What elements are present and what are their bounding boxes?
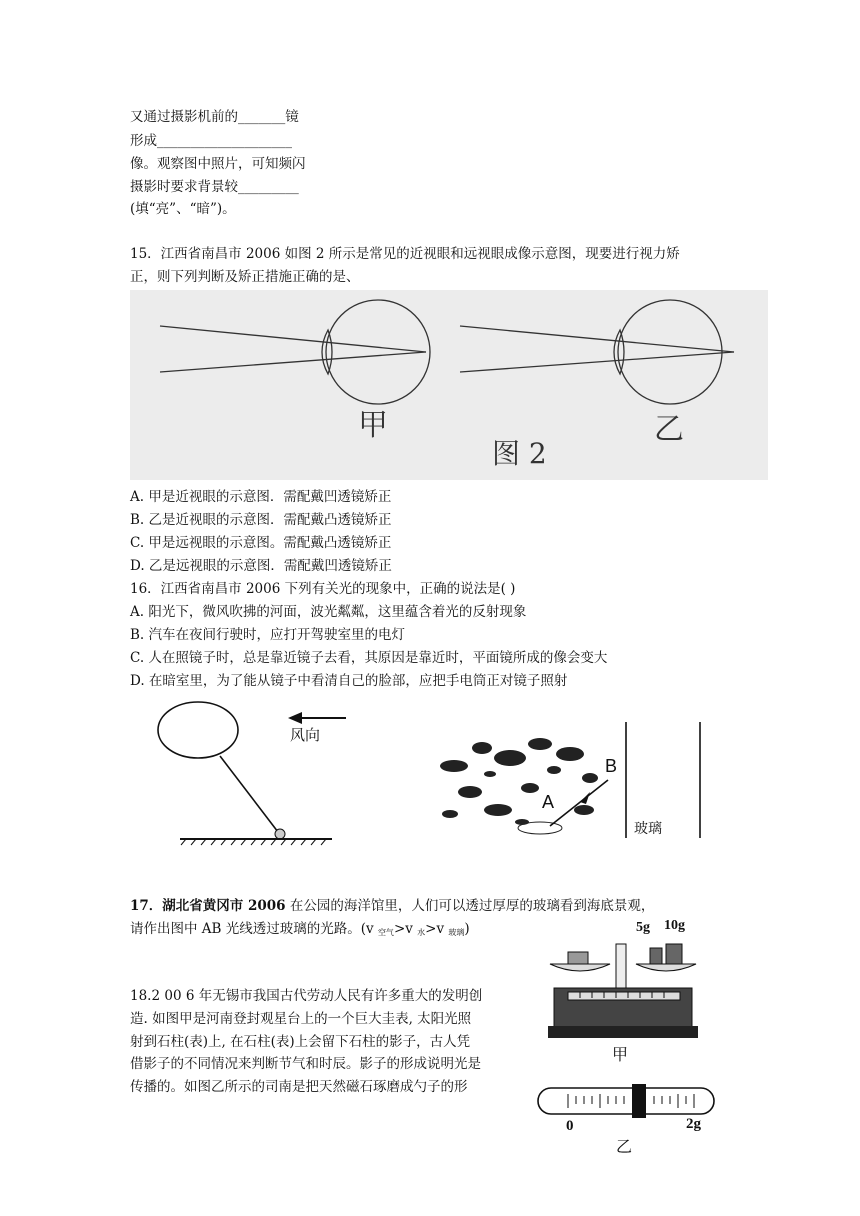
q17-stem-line-1 [130,895,654,917]
q14-line-4: 摄影时要求背景较_________ [130,179,299,195]
scale-zero-label: 0 [566,1118,574,1134]
weight-5g [650,948,662,964]
q16-option-a: A. 阳光下，微风吹拂的河面，波光粼粼，这里蕴含着光的反射现象 [130,604,527,620]
right-ray-top [460,326,734,352]
balloon-string [220,756,278,832]
q14-line-2: 形成____________________ [130,133,292,149]
left-eye-lens [322,330,332,374]
sea-scenery [440,738,598,825]
weight-10g [666,944,682,964]
q18-line-4: 借影子的不同情况来判断节气和时辰。影子的形成说明光是 [130,1056,481,1072]
q14-line-1: 又通过摄影机前的_______镜 [130,109,299,125]
balance-foot [548,1026,698,1038]
point-b-label: B [605,756,618,776]
q15-stem-line-1: 15．江西省南昌市 2006 如图 2 所示是常见的近视眼和远视眼成像示意图，现要进行视力矫 [130,246,680,262]
q15-option-c: C. 甲是远视眼的示意图。需配戴凸透镜矫正 [130,535,392,551]
balloon [158,702,238,758]
balance-figure [540,918,710,1068]
right-eye-lens [614,330,624,374]
left-ray-top [160,326,426,352]
left-eyeball [326,300,430,404]
q17-stem-2: 请作出图中 AB 光线透过玻璃的光路。(v [130,921,378,937]
q17-stem-line-2 [130,918,470,944]
eye-diagram-svg [130,290,768,480]
q17-sub-water: 水 [417,928,426,937]
fig-label-yi: 乙 [654,412,684,447]
q17-number: 17． [130,898,163,914]
q17-gt-1: >v [393,921,418,937]
q15-option-b: B. 乙是近视眼的示意图．需配戴凸透镜矫正 [130,512,392,528]
fig-caption: 图 2 [492,437,547,470]
left-pan [550,964,610,971]
q18-line-1: 18.2 00 6 年无锡市我国古代劳动人民有许多重大的发明创 [130,988,483,1004]
scale-max-label: 2g [686,1116,701,1132]
q14-line-3: 像。观察图中照片，可知频闪 [130,156,306,172]
q15-stem-line-2: 正，则下列判断及矫正措施正确的是、 [130,269,360,285]
aquarium-svg [430,718,706,842]
q15-option-a: A. 甲是近视眼的示意图．需配戴凹透镜矫正 [130,489,392,505]
q16-option-c: C. 人在照镜子时，总是靠近镜子去看，其原因是靠近时，平面镜所成的像会变大 [130,650,608,666]
q17-close: ) [464,921,470,937]
weight-5g-label: 5g [636,920,650,935]
left-ray-bottom [160,352,426,372]
q18-line-5: 传播的。如图乙所示的司南是把天然磁石琢磨成勺子的形 [130,1079,468,1095]
wind-arrow-head [288,712,302,724]
anchor-ball [275,829,285,839]
q18-line-2: 造. 如图甲是河南登封观星台上的一个巨大圭表, 太阳光照 [130,1011,472,1027]
rider-scale-figure [536,1082,720,1156]
balloon-figure [150,700,370,850]
ripple [518,822,562,834]
q18-line-3: 射到石柱(表)上, 在石柱(表)上会留下石柱的影子，古人凭 [130,1034,471,1050]
q15-option-d: D. 乙是远视眼的示意图．需配戴凹透镜矫正 [130,558,392,574]
ray-arrow [580,792,590,804]
q17-sub-glass: 玻璃 [448,928,465,937]
scale-rider [632,1084,646,1118]
label-jia: 甲 [612,1045,629,1064]
point-a-label: A [542,792,555,812]
label-yi: 乙 [616,1137,633,1156]
q16-option-d: D. 在暗室里，为了能从镜子中看清自己的脸部，应把手电筒正对镜子照射 [130,673,568,689]
wind-direction-label: 风向 [290,726,321,744]
fig-label-jia: 甲 [358,408,388,443]
q17-gt-2: >v [425,921,449,937]
glass-label: 玻璃 [634,821,662,837]
right-eyeball [618,300,722,404]
object-on-left-pan [568,952,588,964]
ray-ab [550,780,608,826]
q17-source: 湖北省黄冈市 2006 [162,898,286,914]
balance-pillar [616,944,626,988]
eye-diagram-figure [130,290,768,480]
balloon-svg [150,700,370,850]
q14-line-5: (填“亮”、“暗”)。 [130,201,236,217]
right-pan [636,964,696,971]
right-ray-bottom [460,352,734,372]
weight-10g-label: 10g [664,918,685,933]
q16-option-b: B. 汽车在夜间行驶时，应打开驾驶室里的电灯 [130,627,406,643]
balance-beam [568,992,680,1000]
q17-stem-rest: 在公园的海洋馆里，人们可以透过厚厚的玻璃看到海底景观， [285,898,655,914]
q16-stem: 16．江西省南昌市 2006 下列有关光的现象中，正确的说法是( ) [130,581,516,597]
q17-sub-air: 空气 [377,928,394,937]
scale-bar [538,1088,714,1114]
aquarium-figure [430,718,706,842]
